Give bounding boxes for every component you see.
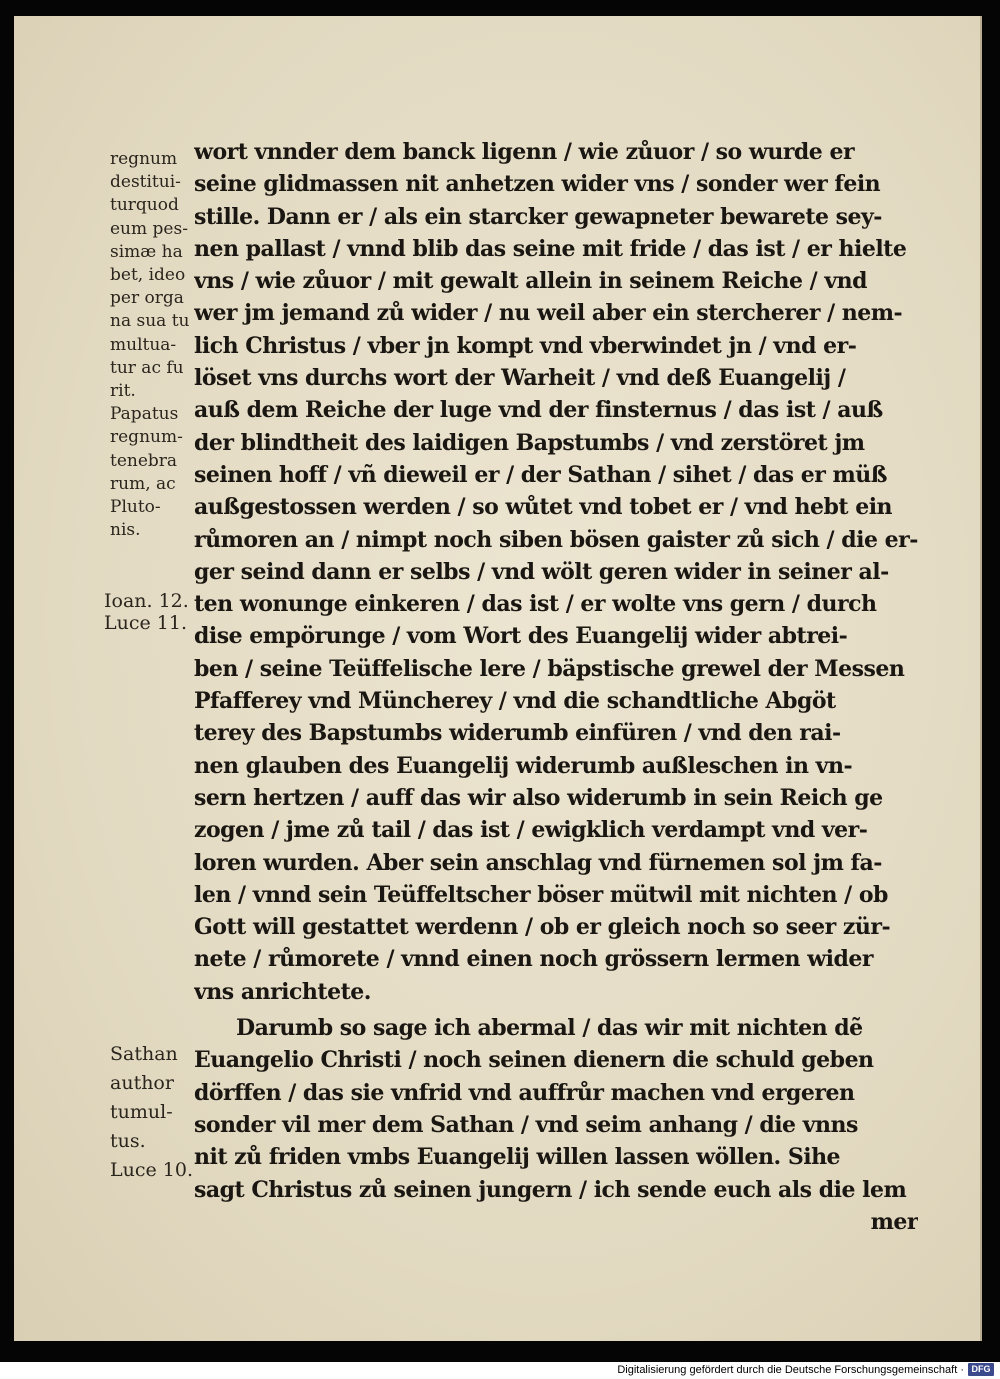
margin-note-line: bet, ideo xyxy=(110,265,186,286)
text-line: Euangelio Christi / noch seinen dienern die schuld geben xyxy=(194,1047,874,1074)
text-line: Pfafferey vnd Müncherey / vnd die schandtliche Abgöt xyxy=(194,688,836,715)
text-line: ben / seine Teüffelische lere / bäpstische grewel der Messen xyxy=(194,655,905,682)
text-line: dise empörunge / vom Wort des Euangelij wider abtrei- xyxy=(194,623,848,650)
text-line: wer jm jemand zů wider / nu weil aber ein stercherer / nem- xyxy=(194,300,903,327)
margin-note-line: Ioan. 12. xyxy=(104,590,189,612)
margin-note-line: Sathan xyxy=(110,1043,178,1065)
margin-note-line: simæ ha xyxy=(110,241,183,262)
text-line: loren wurden. Aber sein anschlag vnd fürnemen sol jm fa- xyxy=(194,849,882,876)
margin-note-line: tur ac fu xyxy=(110,357,184,378)
margin-note-line: Luce 11. xyxy=(104,612,187,634)
text-line: len / vnnd sein Teüffeltscher böser mütwil mit nichten / ob xyxy=(194,881,888,908)
text-line: wort vnnder dem banck ligenn / wie zůuor / so wurde er xyxy=(194,139,855,165)
margin-note-line: turquod xyxy=(110,195,179,216)
text-line: seine glidmassen nit anhetzen wider vns / sonder wer fein xyxy=(194,171,881,198)
text-line: ger seind dann er selbs / vnd wölt geren wider in seiner al- xyxy=(194,558,889,585)
text-line: löset vns durchs wort der Warheit / vnd deß Euangelij / xyxy=(194,365,846,392)
margin-note-line: author xyxy=(110,1072,174,1094)
text-line: sonder vil mer dem Sathan / vnd seim anhang / die vnns xyxy=(194,1111,858,1138)
text-line: Darumb so sage ich abermal / das wir mit nichten dẽ xyxy=(236,1015,863,1042)
text-line: seinen hoff / vñ dieweil er / der Sathan / sihet / das er müß xyxy=(194,461,887,488)
text-line: vns / wie zůuor / mit gewalt allein in seinem Reiche / vnd xyxy=(194,268,867,295)
margin-note-line: tus. xyxy=(110,1130,146,1152)
text-line: zogen / jme zů tail / das ist / ewigklich verdampt vnd ver- xyxy=(194,817,868,844)
text-line: stille. Dann er / als ein starcker gewapneter bewarete sey- xyxy=(194,203,882,230)
text-line: nete / růmorete / vnnd einen noch grössern lermen wider xyxy=(194,946,873,973)
text-line: mer xyxy=(870,1208,918,1235)
text-line: sagt Christus zů seinen jungern / ich sende euch als die lem xyxy=(194,1176,907,1203)
margin-note-references xyxy=(104,590,204,634)
margin-note-line: tumul- xyxy=(110,1101,173,1123)
margin-note-line: rit. xyxy=(110,381,136,402)
text-line: Gott will gestattet werdenn / ob er gleich noch so seer zür- xyxy=(194,914,891,941)
text-line: nit zů friden vmbs Euangelij willen lassen wöllen. Sihe xyxy=(194,1144,841,1171)
text-line: vns anrichtete. xyxy=(194,978,371,1005)
text-line: der blindtheit des laidigen Bapstumbs / vnd zerstöret jm xyxy=(194,429,865,456)
margin-note-line: eum pes- xyxy=(110,218,188,239)
margin-note-line: Pluto- xyxy=(110,497,161,518)
margin-note-line: tenebra xyxy=(110,450,178,471)
margin-note-line: na sua tu xyxy=(110,311,190,332)
margin-note-line: multua- xyxy=(110,334,177,355)
margin-note-line: regnum- xyxy=(110,427,183,448)
text-line: růmoren an / nimpt noch siben bösen gaister zů sich / die er- xyxy=(194,526,918,553)
text-line: ten wonunge einkeren / das ist / er wolte vns gern / durch xyxy=(194,591,877,618)
text-line: lich Christus / vber jn kompt vnd vberwindet jn / vnd er- xyxy=(194,332,857,359)
margin-note-line: per orga xyxy=(110,288,184,309)
margin-note-line: Papatus xyxy=(110,404,179,425)
text-line: dörffen / das sie vnfrid vnd auffrůr machen vnd ergeren xyxy=(194,1079,855,1106)
margin-note-line: regnum xyxy=(110,149,178,169)
footer-bar xyxy=(0,1362,1000,1379)
text-line: auß dem Reiche der luge vnd der finsternus / das ist / auß xyxy=(194,397,883,424)
text-line: terey des Bapstumbs widerumb einfüren / vnd den rai- xyxy=(194,720,841,747)
margin-note-line: destitui- xyxy=(110,172,181,193)
text-line: außgestossen werden / so wůtet vnd tobet er / vnd hebt ein xyxy=(194,494,893,521)
margin-note-line: nis. xyxy=(110,520,141,541)
dfg-logo-icon: DFG xyxy=(968,1363,994,1376)
text-line: nen pallast / vnnd blib das seine mit fride / das ist / er hielte xyxy=(194,235,907,262)
margin-note-line: Luce 10. xyxy=(110,1159,193,1181)
footer-credit: Digitalisierung gefördert durch die Deutsche Forschungsgemeinschaft · xyxy=(617,1364,964,1376)
body-text xyxy=(194,136,918,1238)
margin-note-line: rum, ac xyxy=(110,473,176,494)
text-line: nen glauben des Euangelij widerumb außleschen in vn- xyxy=(194,752,853,779)
text-line: sern hertzen / auff das wir also widerumb in sein Reich ge xyxy=(194,784,883,811)
